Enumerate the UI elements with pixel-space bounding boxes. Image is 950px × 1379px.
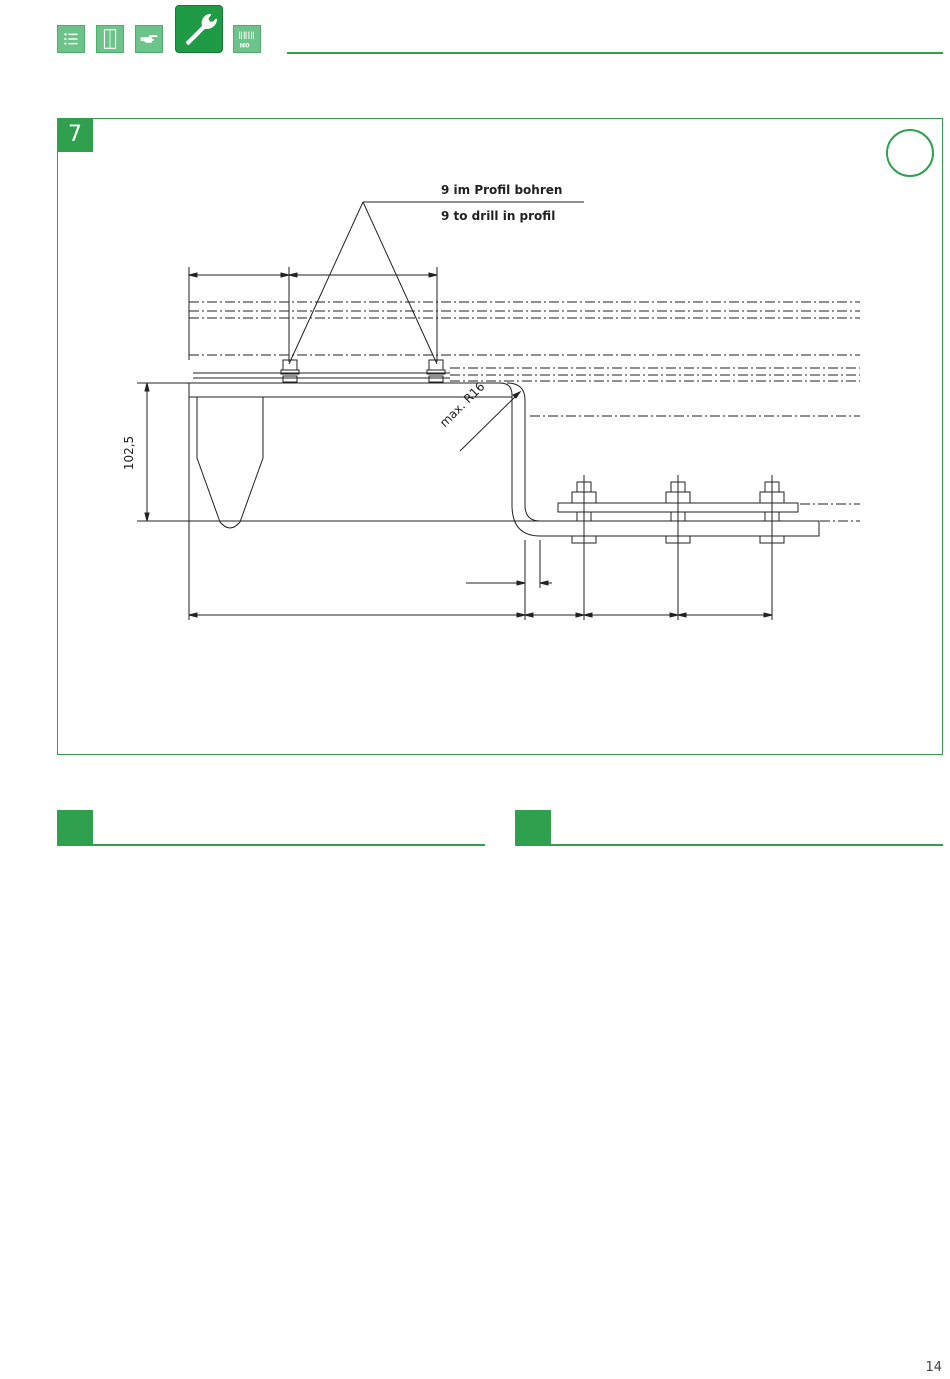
section-marker-left [57, 810, 93, 846]
height-dimension-label: 102,5 [122, 435, 137, 471]
leader-right [363, 202, 437, 364]
section-header-left [57, 810, 485, 846]
top-bolts [281, 360, 445, 382]
step-number: 7 [57, 118, 93, 152]
leader-left [289, 202, 363, 364]
barcode-text: N0 [239, 41, 250, 50]
page-number: 14 [925, 1360, 942, 1375]
drill-note-german: 9 im Profil bohren [441, 183, 563, 197]
section-rule-right [515, 844, 943, 846]
section-marker-right [515, 810, 551, 846]
section-rule-left [57, 844, 485, 846]
radius-label: max. R16 [437, 379, 488, 430]
drill-note-english: 9 to drill in profil [441, 209, 556, 223]
section-header-right [515, 810, 943, 846]
rail-profile [197, 397, 263, 528]
bracket-outline [189, 383, 819, 536]
